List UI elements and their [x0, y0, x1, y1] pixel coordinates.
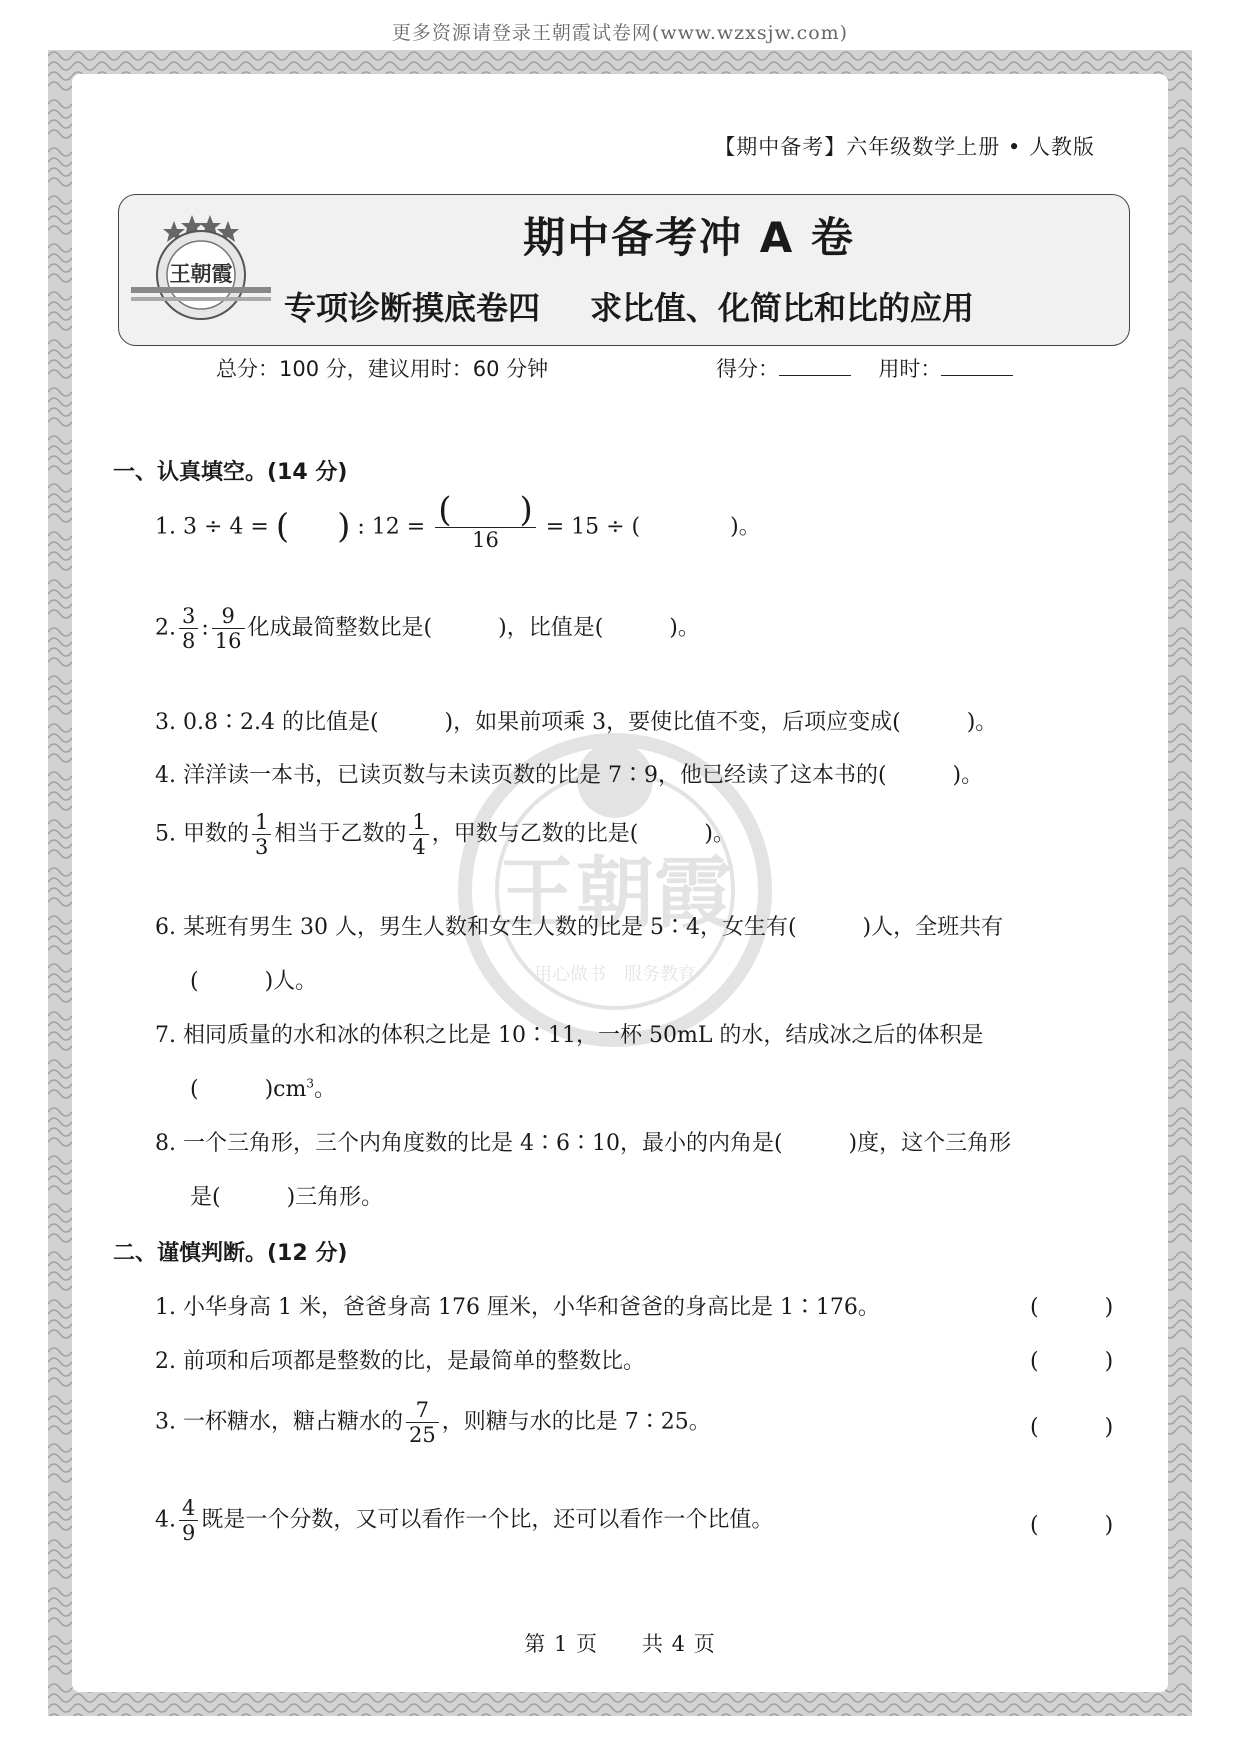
- question-1-2: [155, 604, 700, 653]
- question-1-5: [155, 810, 735, 859]
- series-label: 【期中备考】六年级数学上册 • 人教版: [714, 135, 1095, 159]
- judge-4: [155, 1496, 773, 1545]
- q7-superscript: 3: [306, 1076, 314, 1091]
- q7-end: 。: [314, 1077, 337, 1102]
- question-1-8: 8. 一个三角形，三个内角度数的比是 4∶6∶10，最小的内角是( )度，这个三角形: [155, 1131, 1012, 1156]
- q1-part-c: = 15 ÷ (: [545, 514, 641, 540]
- question-1-4: 4. 洋洋读一本书，已读页数与未读页数的比是 7∶9，他已经读了这本书的( )。: [155, 763, 984, 788]
- judge-3: [155, 1398, 711, 1447]
- q5-post: ，甲数与乙数的比是( )。: [431, 821, 735, 847]
- q2-text: 化成最简整数比是( )，比值是( )。: [247, 615, 700, 641]
- judge-2-answer[interactable]: ( ): [1030, 1349, 1114, 1374]
- score-label: 得分：: [716, 357, 779, 381]
- q2-colon: :: [201, 615, 209, 641]
- q2-frac1-den: 8: [179, 628, 198, 653]
- q7-text: ( )cm: [190, 1077, 307, 1102]
- total-score-info: 总分：100 分，建议用时：60 分钟: [216, 357, 549, 381]
- score-blank[interactable]: [779, 355, 851, 376]
- j3-pre: 3. 一杯糖水，糖占糖水的: [155, 1409, 403, 1435]
- question-1-1: 1. 3 ÷ 4 = ( ) : 12 = $\frac{( )}{16}$ = 15 ÷ ( )。: [155, 490, 761, 552]
- question-1-8-cont: 是( )三角形。: [190, 1185, 384, 1210]
- q5-mid: 相当于乙数的: [274, 821, 407, 847]
- q5-frac2-den: 4: [409, 834, 428, 859]
- q5-frac1-den: 3: [252, 834, 271, 859]
- j4-pre: 4.: [155, 1507, 176, 1533]
- question-1-7: 7. 相同质量的水和冰的体积之比是 10∶11，一杯 50mL 的水，结成冰之后的体积是: [155, 1023, 984, 1048]
- subtitle-left: 专项诊断摸底卷四: [284, 289, 541, 327]
- q1-part-d: )。: [730, 514, 761, 540]
- judge-1: 1. 小华身高 1 米，爸爸身高 176 厘米，小华和爸爸的身高比是 1∶176。: [155, 1295, 880, 1320]
- brand-logo: [131, 209, 271, 333]
- svg-text:王朝霞: 王朝霞: [169, 261, 233, 286]
- score-field: [716, 353, 1013, 383]
- q2-frac1-num: 3: [182, 604, 196, 628]
- question-1-7-cont: [190, 1072, 336, 1103]
- section-1-heading: 一、认真填空。(14 分): [113, 460, 348, 485]
- section-2-heading: 二、谨慎判断。(12 分): [113, 1241, 348, 1266]
- q1-denominator: 16: [435, 527, 536, 552]
- judge-1-answer[interactable]: ( ): [1030, 1295, 1114, 1320]
- website-note: 更多资源请登录王朝霞试卷网(www.wzxsjw.com): [391, 22, 849, 44]
- j3-post: ，则糖与水的比是 7∶25。: [441, 1409, 711, 1435]
- question-1-3: 3. 0.8∶2.4 的比值是( )，如果前项乘 3，要使比值不变，后项应变成( )。: [155, 710, 998, 735]
- q1-part-a: 1. 3 ÷ 4 =: [155, 514, 269, 540]
- j4-post: 既是一个分数，又可以看作一个比，还可以看作一个比值。: [201, 1507, 774, 1533]
- q5-frac2-num: 1: [412, 810, 426, 834]
- q5-pre: 5. 甲数的: [155, 821, 249, 847]
- judge-2: 2. 前项和后项都是整数的比，是最简单的整数比。: [155, 1349, 645, 1374]
- q2-number: 2.: [155, 615, 176, 641]
- q2-frac2-den: 16: [212, 628, 245, 653]
- page-footer: 第 1 页 共 4 页: [524, 1632, 716, 1656]
- exam-subtitle: [284, 283, 1114, 329]
- q5-frac1-num: 1: [254, 810, 269, 834]
- time-label: 用时：: [878, 357, 942, 381]
- question-1-6: 6. 某班有男生 30 人，男生人数和女生人数的比是 5∶4，女生有( )人，全班共有: [155, 915, 1004, 940]
- time-blank[interactable]: [941, 355, 1013, 376]
- judge-3-answer[interactable]: ( ): [1030, 1415, 1114, 1440]
- q1-blank-2[interactable]: ( ): [438, 490, 533, 530]
- q2-frac2-num: 9: [221, 604, 235, 628]
- j4-frac-num: 4: [182, 1496, 196, 1520]
- q1-part-b: : 12 =: [357, 514, 426, 540]
- judge-4-answer[interactable]: ( ): [1030, 1513, 1114, 1538]
- j4-frac-den: 9: [179, 1520, 198, 1545]
- j3-frac-num: 7: [415, 1398, 430, 1422]
- question-1-6-cont: ( )人。: [190, 969, 318, 994]
- j3-frac-den: 25: [406, 1422, 439, 1447]
- subtitle-right: 求比值、化简比和比的应用: [590, 289, 975, 327]
- exam-title: 期中备考冲 A 卷: [523, 213, 855, 262]
- title-box: [118, 194, 1130, 346]
